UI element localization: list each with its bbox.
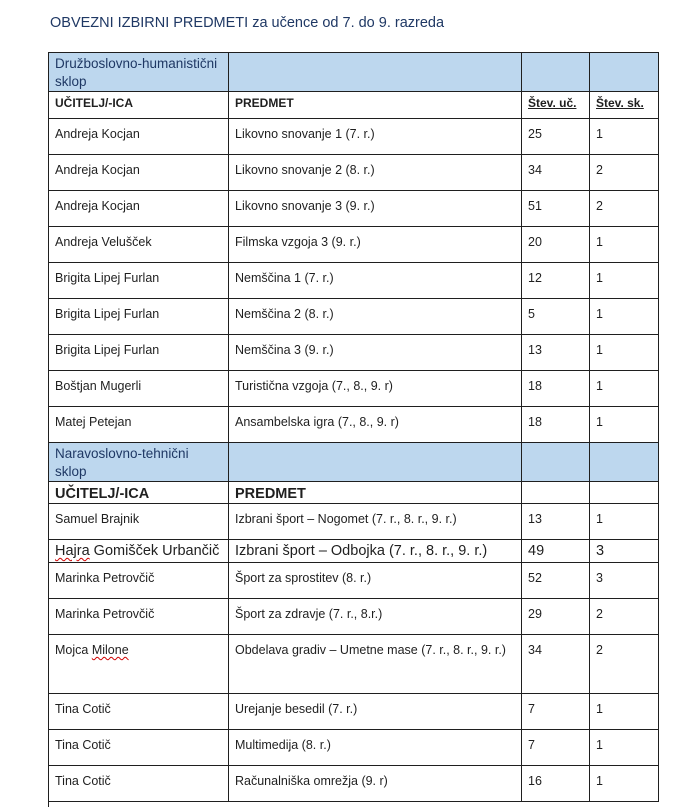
header-subject: PREDMET bbox=[229, 92, 522, 119]
teacher-cell: Samuel Brajnik bbox=[49, 504, 229, 540]
teacher-cell: Marinka Petrovčič bbox=[49, 599, 229, 635]
subject-cell: Računalniška omrežja (9. r) bbox=[229, 766, 522, 802]
students-cell: 49 bbox=[522, 540, 590, 563]
teacher-first-name: Mojca bbox=[55, 643, 92, 657]
groups-cell: 1 bbox=[590, 730, 659, 766]
subject-cell: Likovno snovanje 3 (9. r.) bbox=[229, 191, 522, 227]
students-cell: 18 bbox=[522, 371, 590, 407]
header-teacher: UČITELJ/-ICA bbox=[49, 92, 229, 119]
students-cell: 5 bbox=[522, 299, 590, 335]
header-students-label: Štev. uč. bbox=[528, 96, 577, 110]
teacher-first-name: Hajra bbox=[55, 543, 90, 559]
document-title: OBVEZNI IZBIRNI PREDMETI za učence od 7. do 9. razreda bbox=[50, 15, 445, 31]
table-row bbox=[49, 540, 659, 563]
table-row bbox=[49, 299, 659, 335]
subject-cell: Obdelava gradiv – Umetne mase (7. r., 8. r., 9. r.) bbox=[229, 635, 522, 694]
teacher-cell: Marinka Petrovčič bbox=[49, 563, 229, 599]
teacher-cell: Andreja Velušček bbox=[49, 227, 229, 263]
groups-cell: 1 bbox=[590, 407, 659, 443]
teacher-surname: Gomišček Urbančič bbox=[89, 543, 220, 559]
section-blank-cell bbox=[229, 53, 522, 92]
students-cell: 7 bbox=[522, 694, 590, 730]
table-row bbox=[49, 599, 659, 635]
header-groups bbox=[590, 92, 659, 119]
subject-cell: Šport za sprostitev (8. r.) bbox=[229, 563, 522, 599]
header-subject: PREDMET bbox=[229, 482, 522, 504]
section-header-science-technology bbox=[49, 443, 659, 482]
groups-cell: 3 bbox=[590, 563, 659, 599]
students-cell: 20 bbox=[522, 227, 590, 263]
header-groups-label: Štev. sk. bbox=[596, 96, 644, 110]
section-title: Družboslovno-humanistični sklop bbox=[49, 53, 229, 92]
subject-cell: Izbrani šport – Nogomet (7. r., 8. r., 9. r.) bbox=[229, 504, 522, 540]
students-cell: 51 bbox=[522, 191, 590, 227]
students-cell: 13 bbox=[522, 504, 590, 540]
section-blank-cell bbox=[590, 53, 659, 92]
section-blank-cell bbox=[522, 53, 590, 92]
table-row bbox=[49, 263, 659, 299]
subject-cell: Šport za zdravje (7. r., 8.r.) bbox=[229, 599, 522, 635]
subject-cell: Urejanje besedil (7. r.) bbox=[229, 694, 522, 730]
table-row bbox=[49, 504, 659, 540]
table-row bbox=[49, 119, 659, 155]
groups-cell: 1 bbox=[590, 263, 659, 299]
groups-cell: 1 bbox=[590, 371, 659, 407]
header-blank-cell bbox=[522, 482, 590, 504]
students-cell: 12 bbox=[522, 263, 590, 299]
header-blank-cell bbox=[590, 482, 659, 504]
subject-cell: Nemščina 3 (9. r.) bbox=[229, 335, 522, 371]
column-header-row bbox=[49, 92, 659, 119]
table-row bbox=[49, 155, 659, 191]
section-blank-cell bbox=[229, 443, 522, 482]
groups-cell: 2 bbox=[590, 191, 659, 227]
subject-cell: Turistična vzgoja (7., 8., 9. r) bbox=[229, 371, 522, 407]
table-continuation-rule bbox=[48, 785, 49, 807]
students-cell: 34 bbox=[522, 155, 590, 191]
teacher-cell: Andreja Kocjan bbox=[49, 191, 229, 227]
subject-cell: Multimedija (8. r.) bbox=[229, 730, 522, 766]
groups-cell: 2 bbox=[590, 635, 659, 694]
subject-cell: Ansambelska igra (7., 8., 9. r) bbox=[229, 407, 522, 443]
groups-cell: 1 bbox=[590, 119, 659, 155]
subject-cell: Likovno snovanje 2 (8. r.) bbox=[229, 155, 522, 191]
teacher-cell: Brigita Lipej Furlan bbox=[49, 299, 229, 335]
table-row bbox=[49, 730, 659, 766]
section-blank-cell bbox=[522, 443, 590, 482]
header-teacher: UČITELJ/-ICA bbox=[49, 482, 229, 504]
subject-cell: Izbrani šport – Odbojka (7. r., 8. r., 9. r.) bbox=[229, 540, 522, 563]
section-blank-cell bbox=[590, 443, 659, 482]
groups-cell: 1 bbox=[590, 694, 659, 730]
students-cell: 34 bbox=[522, 635, 590, 694]
groups-cell: 2 bbox=[590, 155, 659, 191]
groups-cell: 1 bbox=[590, 227, 659, 263]
table-row bbox=[49, 335, 659, 371]
subject-cell: Filmska vzgoja 3 (9. r.) bbox=[229, 227, 522, 263]
teacher-cell: Andreja Kocjan bbox=[49, 119, 229, 155]
header-students bbox=[522, 92, 590, 119]
students-cell: 52 bbox=[522, 563, 590, 599]
subject-cell: Likovno snovanje 1 (7. r.) bbox=[229, 119, 522, 155]
students-cell: 16 bbox=[522, 766, 590, 802]
subject-cell: Nemščina 1 (7. r.) bbox=[229, 263, 522, 299]
students-cell: 25 bbox=[522, 119, 590, 155]
teacher-cell bbox=[49, 540, 229, 563]
teacher-cell: Matej Petejan bbox=[49, 407, 229, 443]
groups-cell: 1 bbox=[590, 299, 659, 335]
students-cell: 18 bbox=[522, 407, 590, 443]
teacher-cell: Brigita Lipej Furlan bbox=[49, 263, 229, 299]
students-cell: 29 bbox=[522, 599, 590, 635]
table-row bbox=[49, 563, 659, 599]
teacher-surname: Milone bbox=[91, 643, 129, 657]
groups-cell: 2 bbox=[590, 599, 659, 635]
table-row bbox=[49, 635, 659, 694]
table-row bbox=[49, 766, 659, 802]
table-row bbox=[49, 371, 659, 407]
teacher-cell: Andreja Kocjan bbox=[49, 155, 229, 191]
subject-cell: Nemščina 2 (8. r.) bbox=[229, 299, 522, 335]
table-row bbox=[49, 694, 659, 730]
table-row bbox=[49, 407, 659, 443]
teacher-cell: Tina Cotič bbox=[49, 730, 229, 766]
students-cell: 13 bbox=[522, 335, 590, 371]
table-row bbox=[49, 191, 659, 227]
students-cell: 7 bbox=[522, 730, 590, 766]
teacher-cell bbox=[49, 635, 229, 694]
section-title: Naravoslovno-tehnični sklop bbox=[49, 443, 229, 482]
teacher-cell: Brigita Lipej Furlan bbox=[49, 335, 229, 371]
teacher-cell: Boštjan Mugerli bbox=[49, 371, 229, 407]
column-header-row bbox=[49, 482, 659, 504]
elective-subjects-table bbox=[48, 52, 659, 802]
groups-cell: 1 bbox=[590, 335, 659, 371]
groups-cell: 1 bbox=[590, 766, 659, 802]
groups-cell: 1 bbox=[590, 504, 659, 540]
teacher-cell: Tina Cotič bbox=[49, 694, 229, 730]
groups-cell: 3 bbox=[590, 540, 659, 563]
teacher-cell: Tina Cotič bbox=[49, 766, 229, 802]
section-header-social-humanities bbox=[49, 53, 659, 92]
table-row bbox=[49, 227, 659, 263]
